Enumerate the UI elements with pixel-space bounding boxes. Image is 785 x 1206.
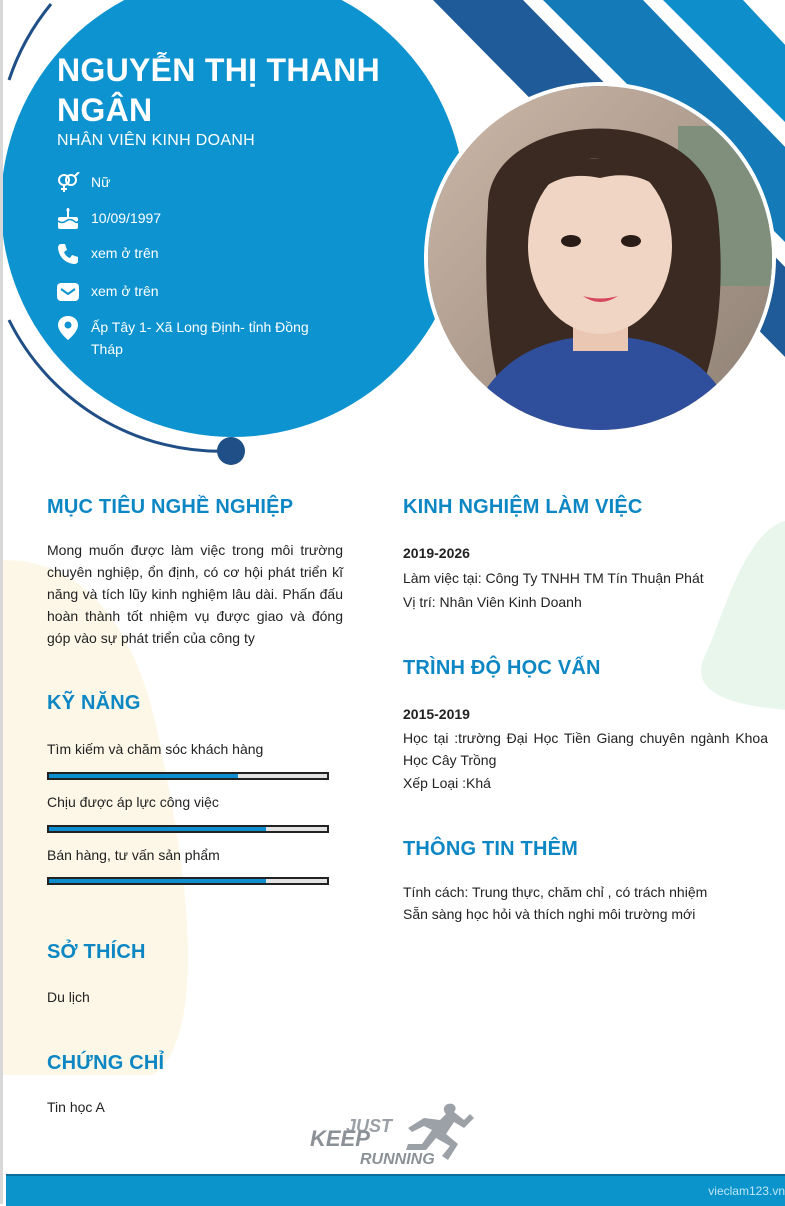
logo-text: KEEP <box>310 1126 370 1151</box>
experience-period: 2019-2026 <box>403 545 470 561</box>
certificates-text: Tin học A <box>47 1099 105 1115</box>
skill-bar <box>47 825 329 833</box>
objective-title: MỤC TIÊU NGHỀ NGHIỆP <box>47 496 294 518</box>
watermark: vieclam123.vn <box>708 1184 785 1198</box>
skill-label: Chịu được áp lực công việc <box>47 794 219 810</box>
additional-line: Tính cách: Trung thực, chăm chỉ , có trách nhiệm <box>403 884 708 900</box>
additional-line: Sẵn sàng học hỏi và thích nghi môi trường mới <box>403 906 696 922</box>
education-rank: Xếp Loại :Khá <box>403 775 491 791</box>
skill-bar <box>47 877 329 885</box>
additional-title: THÔNG TIN THÊM <box>403 838 579 860</box>
keep-running-logo <box>308 1100 493 1172</box>
skills-title: KỸ NĂNG <box>47 692 141 714</box>
education-title: TRÌNH ĐỘ HỌC VẤN <box>403 657 601 679</box>
certificates-title: CHỨNG CHỈ <box>47 1052 165 1074</box>
skill-label: Bán hàng, tư vấn sản phẩm <box>47 847 220 863</box>
location-pin-icon <box>55 316 81 340</box>
address-row <box>55 316 331 360</box>
email-value: xem ở trên <box>91 283 159 299</box>
cake-icon <box>55 207 81 231</box>
skill-label: Tìm kiếm và chăm sóc khách hàng <box>47 741 264 757</box>
education-period: 2015-2019 <box>403 706 470 722</box>
header-arc-top <box>9 4 51 80</box>
gender-value: Nữ <box>91 174 111 190</box>
phone-row <box>55 242 331 266</box>
experience-position: Vị trí: Nhân Viên Kinh Doanh <box>403 594 582 610</box>
candidate-name: NGUYỄN THỊ THANH NGÂN <box>57 52 381 128</box>
logo-text: RUNNING <box>360 1151 435 1168</box>
gender-row <box>55 171 331 195</box>
job-title: NHÂN VIÊN KINH DOANH <box>57 132 256 149</box>
experience-title: KINH NGHIỆM LÀM VIỆC <box>403 496 643 518</box>
phone-value: xem ở trên <box>91 245 159 261</box>
phone-icon <box>55 242 81 266</box>
hobbies-title: SỞ THÍCH <box>47 941 146 963</box>
email-row <box>55 280 331 304</box>
education-school: Học tại :trường Đại Học Tiền Giang chuyên ngành Khoa Học Cây Trồng <box>403 730 768 768</box>
skill-bar-fill <box>49 774 238 778</box>
objective-text: Mong muốn được làm việc trong môi trường chuyên nghiệp, ổn định, có cơ hội phát triển kĩ năng và tích lũy kinh nghiệm lâu dài. Phấn đấu hoàn thành tốt nhiệm vụ được giao và đóng góp vào sự phát triển của công ty <box>47 542 343 646</box>
birthday-value: 10/09/1997 <box>91 210 162 226</box>
profile-photo <box>424 82 776 434</box>
hobbies-text: Du lịch <box>47 989 90 1005</box>
skill-bar <box>47 772 329 780</box>
header-dot <box>217 437 245 465</box>
mail-icon <box>55 280 81 304</box>
green-blob-decoration <box>701 520 785 710</box>
footer-bar <box>6 1174 785 1206</box>
birthday-row <box>55 207 331 231</box>
address-value: Ấp Tây 1- Xã Long Định- tỉnh Đồng Tháp <box>91 319 309 357</box>
logo-text: JUST <box>346 1116 393 1136</box>
skill-bar-fill <box>49 827 266 831</box>
gender-icon <box>55 171 81 195</box>
skill-bar-fill <box>49 879 266 883</box>
experience-workplace: Làm việc tại: Công Ty TNHH TM Tín Thuận Phát <box>403 570 704 586</box>
